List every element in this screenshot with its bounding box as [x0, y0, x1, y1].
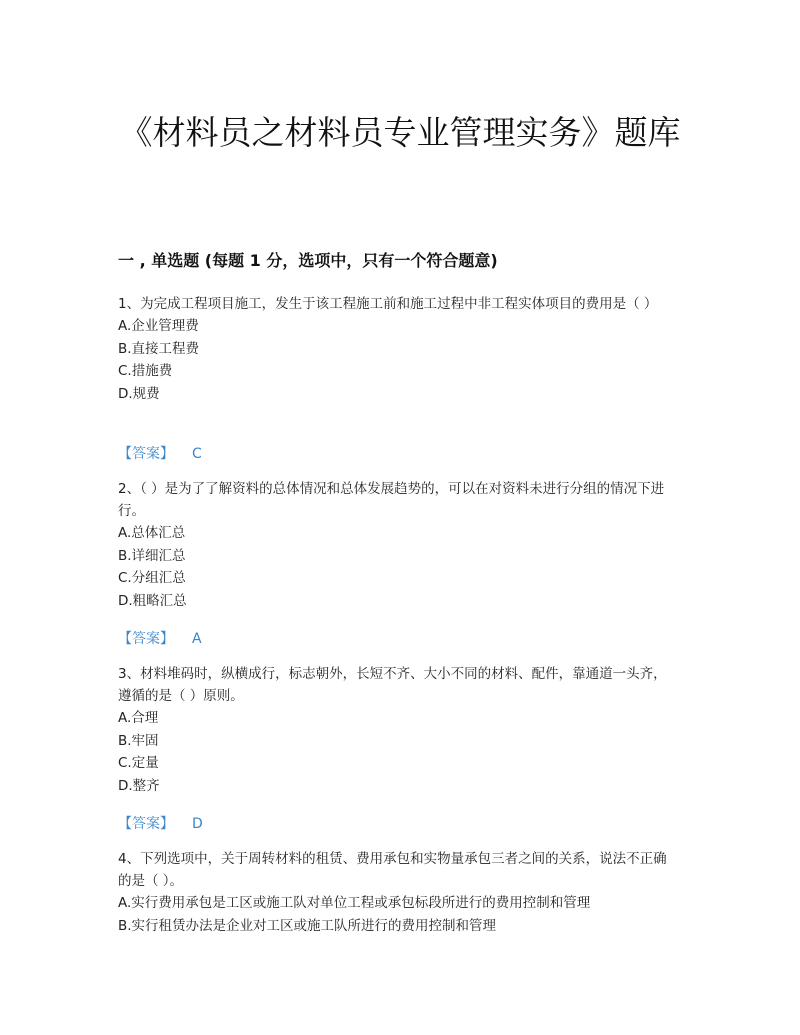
answer-value: C [192, 446, 202, 462]
option-b: B.直接工程费 [118, 340, 200, 357]
question-stem: 4、下列选项中，关于周转材料的租赁、费用承包和实物量承包三者之间的关系，说法不正确的是（ ）。 [118, 851, 667, 889]
question-stem: 1、为完成工程项目施工，发生于该工程施工前和施工过程中非工程实体项目的费用是（ ） [118, 296, 658, 312]
answer-value: A [192, 631, 202, 647]
document-title: 《材料员之材料员专业管理实务》题库 [119, 113, 681, 152]
option-a: A.实行费用承包是工区或施工队对单位工程或承包标段所进行的费用控制和管理 [118, 895, 591, 911]
section-heading: 一 , 单选题 (每题 1 分，选项中，只有一个符合题意) [118, 251, 498, 270]
answer-2 [118, 628, 202, 648]
option-d: D.粗略汇总 [118, 592, 187, 609]
option-d: D.规费 [118, 385, 160, 402]
option-a: A.合理 [118, 710, 159, 726]
option-b: B.详细汇总 [118, 547, 186, 564]
option-a: A.企业管理费 [118, 318, 199, 334]
answer-label: 【答案】 [118, 816, 174, 832]
question-1 [118, 293, 678, 405]
question-3 [118, 663, 678, 797]
option-a: A.总体汇总 [118, 525, 186, 541]
option-b: B.牢固 [118, 732, 159, 749]
answer-1 [118, 443, 202, 463]
answer-label: 【答案】 [118, 631, 174, 647]
question-4 [118, 848, 678, 937]
answer-value: D [192, 816, 203, 832]
answer-3 [118, 813, 203, 833]
option-c: C.定量 [118, 755, 159, 771]
question-2 [118, 478, 678, 612]
option-c: C.措施费 [118, 363, 173, 379]
question-stem: 3、材料堆码时，纵横成行，标志朝外，长短不齐、大小不同的材料、配件，靠通道一头齐，遵循的是（ ）原则。 [118, 666, 667, 704]
answer-label: 【答案】 [118, 446, 174, 462]
option-c: C.分组汇总 [118, 570, 186, 586]
question-stem: 2、（ ）是为了了解资料的总体情况和总体发展趋势的，可以在对资料未进行分组的情况下进行。 [118, 481, 665, 519]
option-d: D.整齐 [118, 777, 160, 794]
option-b: B.实行租赁办法是企业对工区或施工队所进行的费用控制和管理 [118, 917, 497, 934]
